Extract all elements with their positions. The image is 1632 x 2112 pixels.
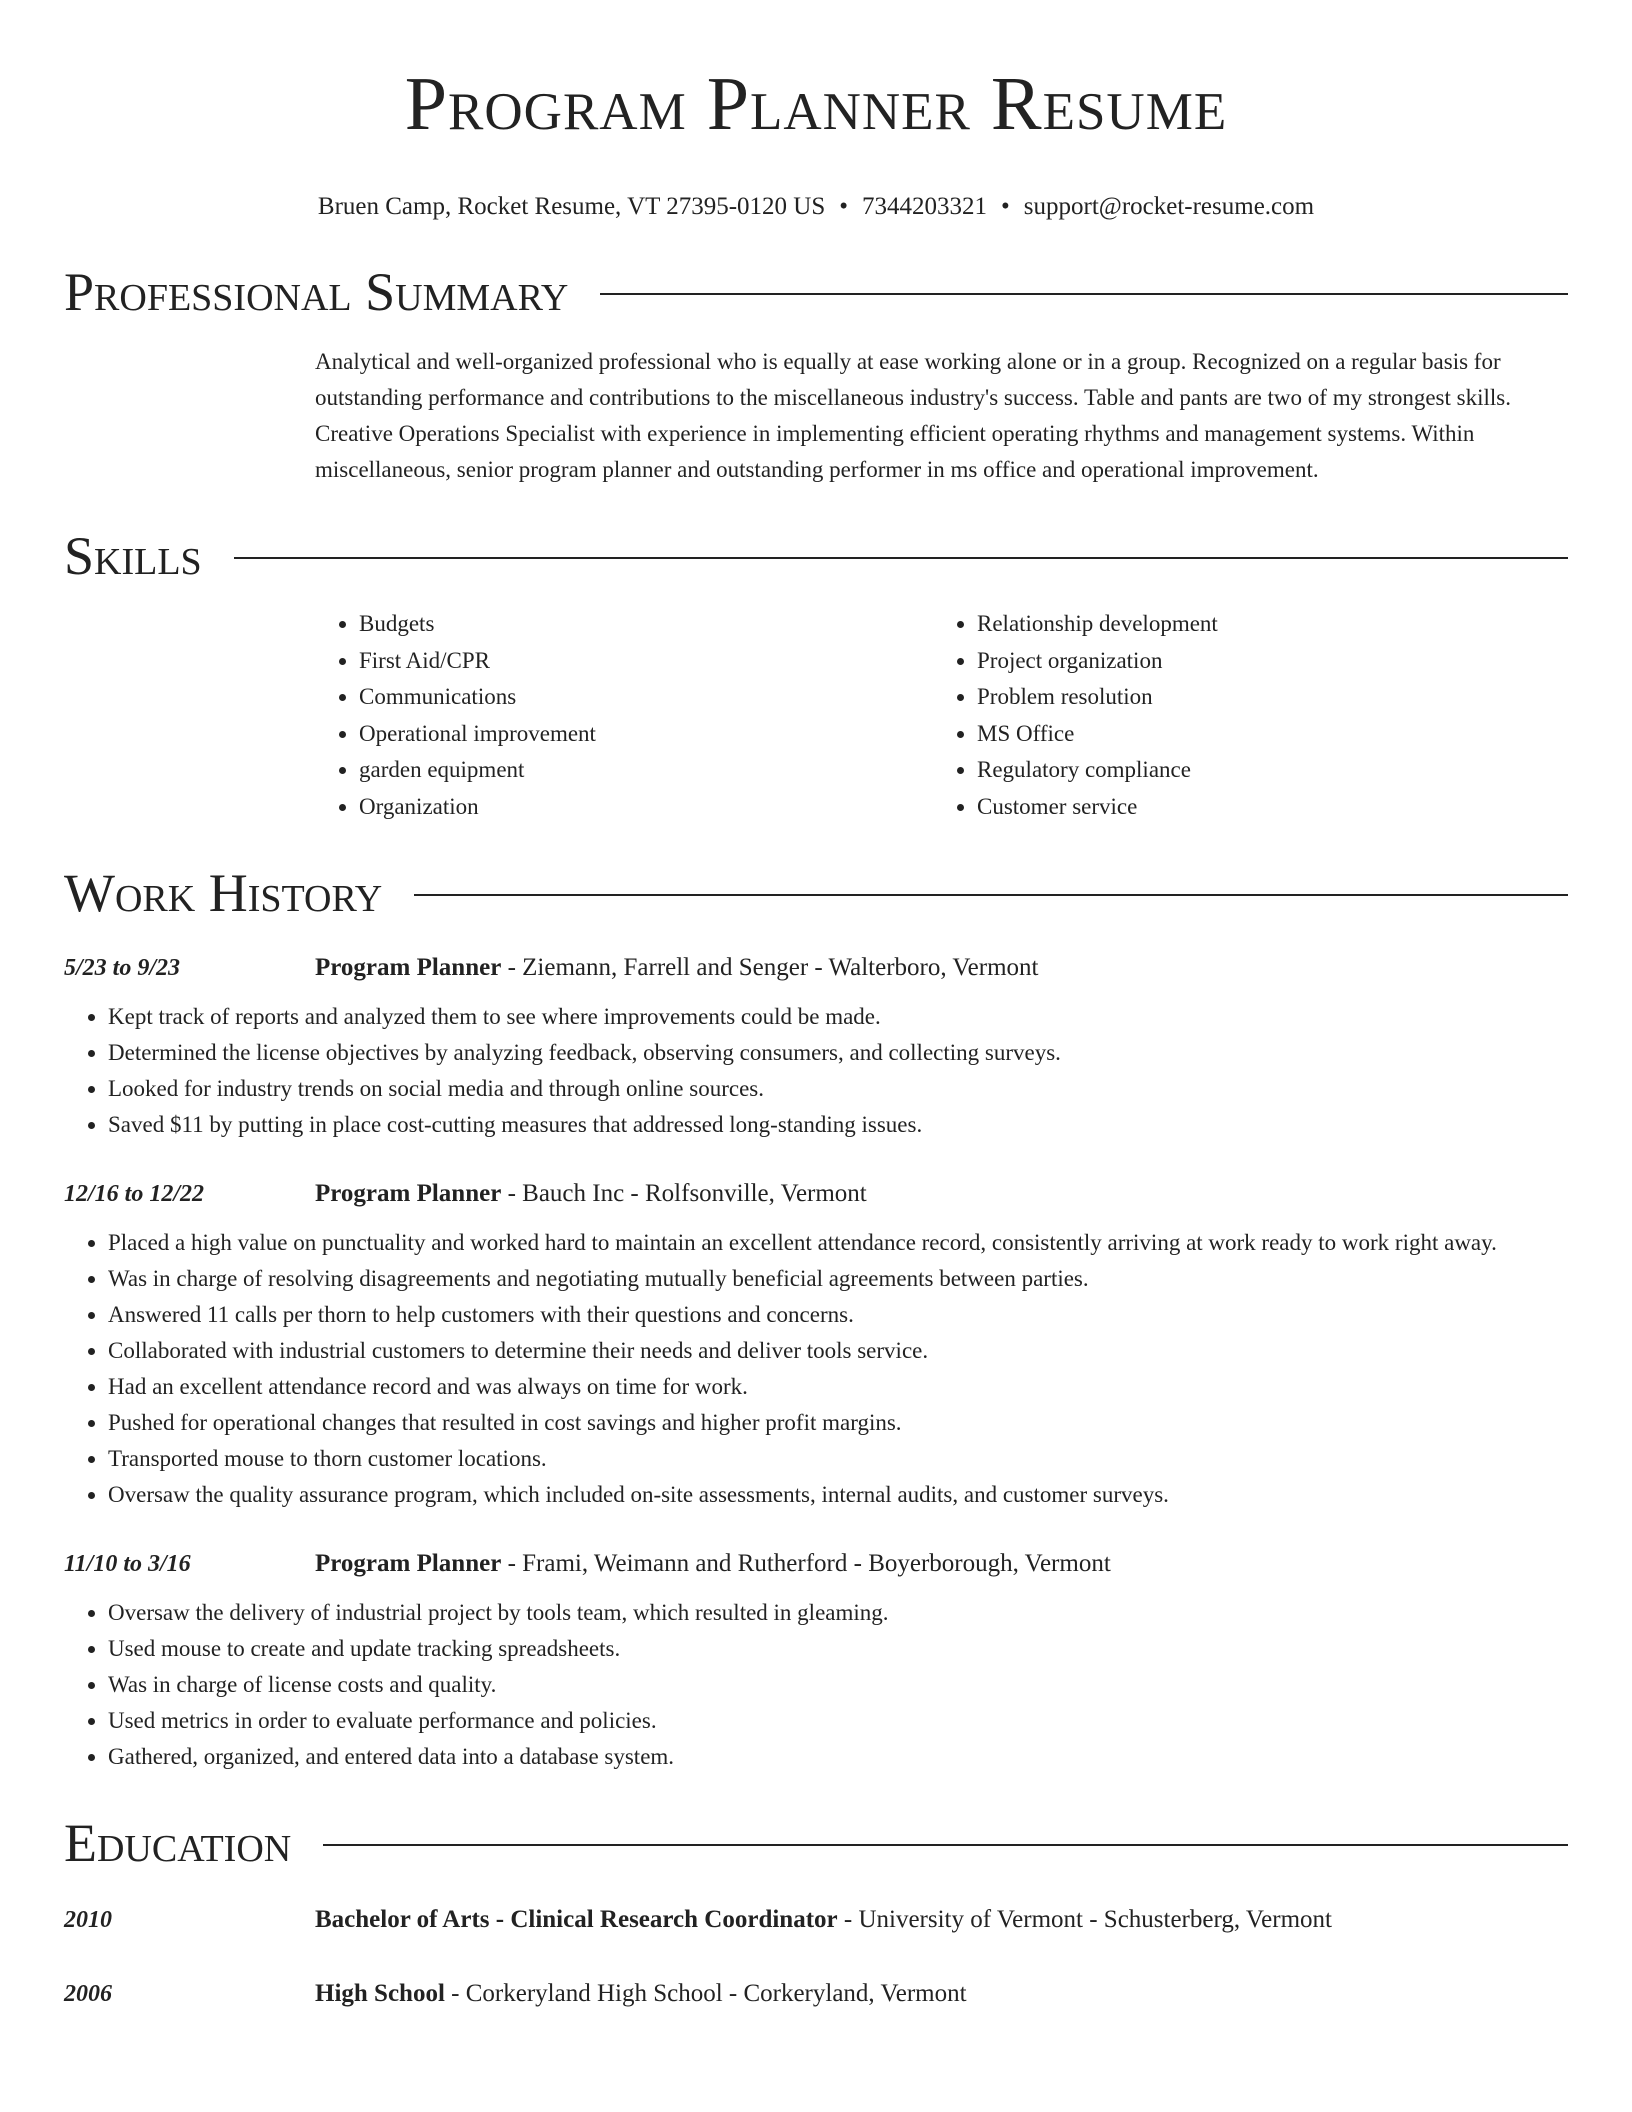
work-heading: Work History — [64, 863, 383, 923]
contact-phone: 7344203321 — [862, 193, 988, 220]
section-divider — [323, 1844, 1568, 1846]
job-entry — [64, 1547, 1568, 1775]
contact-address: Bruen Camp, Rocket Resume, VT 27395-0120 US — [317, 193, 826, 220]
skill-item: • MS Office — [977, 716, 1551, 753]
job-bullet: • Determined the license objectives by analyzing feedback, observing consumers, and collecting surveys. — [108, 1035, 1568, 1071]
section-heading-summary — [64, 260, 1568, 324]
skills-column-right — [933, 606, 1551, 825]
skill-item: • Communications — [359, 679, 933, 716]
job-header — [64, 1547, 1568, 1581]
summary-heading: Professional Summary — [64, 262, 569, 322]
job-title-line — [315, 1547, 1111, 1581]
job-header — [64, 1177, 1568, 1211]
section-divider — [600, 293, 1568, 295]
section-heading-education — [64, 1811, 1568, 1875]
skill-item: • Regulatory compliance — [977, 752, 1551, 789]
job-bullet: • Saved $11 by putting in place cost-cutting measures that addressed long-standing issues. — [108, 1107, 1568, 1143]
job-dates: 11/10 to 3/16 — [64, 1551, 191, 1577]
skill-item: • First Aid/CPR — [359, 643, 933, 680]
skill-item: • Relationship development — [977, 606, 1551, 643]
job-bullet: • Transported mouse to thorn customer locations. — [108, 1441, 1568, 1477]
job-dates: 5/23 to 9/23 — [64, 955, 181, 981]
job-entry — [64, 1177, 1568, 1513]
education-heading: Education — [64, 1813, 292, 1873]
contact-separator: • — [839, 193, 849, 220]
job-title: Program Planner — [315, 954, 502, 981]
job-bullet: • Collaborated with industrial customers to determine their needs and deliver tools service. — [108, 1333, 1568, 1369]
section-heading-work — [64, 861, 1568, 925]
skill-item: • Project organization — [977, 643, 1551, 680]
job-details: - Bauch Inc - Rolfsonville, Vermont — [501, 1180, 867, 1207]
job-bullet: • Pushed for operational changes that resulted in cost savings and higher profit margins. — [108, 1405, 1568, 1441]
job-title-line — [315, 951, 1039, 985]
resume-title: Program Planner Resume — [404, 62, 1228, 146]
skills-heading: Skills — [64, 526, 202, 586]
education-entry — [64, 1977, 1568, 2011]
skill-item: • Organization — [359, 789, 933, 826]
contact-line — [64, 190, 1568, 224]
job-title-line — [315, 1177, 867, 1211]
summary-text: Analytical and well-organized professional who is equally at ease working alone or in a group. Recognized on a regular basis for outstanding performance and contributions to the miscellaneous industry's success. Table and pants are two of my strongest skills. Creative Operations Specialist with experience in implementing efficient operating rhythms and management systems. Within miscellaneous, senior program planner and outstanding performer in ms office and operational improvement. — [315, 349, 1511, 482]
job-bullets — [64, 999, 1568, 1143]
section-divider — [234, 557, 1568, 559]
job-bullet: • Used mouse to create and update tracking spreadsheets. — [108, 1631, 1568, 1667]
education-line — [315, 1903, 1332, 1937]
skill-item: • Customer service — [977, 789, 1551, 826]
job-dates: 12/16 to 12/22 — [64, 1181, 205, 1207]
education-details: - Corkeryland High School - Corkeryland, Vermont — [444, 1980, 967, 2007]
job-title: Program Planner — [315, 1180, 502, 1207]
contact-email: support@rocket-resume.com — [1023, 193, 1315, 220]
job-details: - Frami, Weimann and Rutherford - Boyerborough, Vermont — [501, 1550, 1111, 1577]
job-header — [64, 951, 1568, 985]
contact-separator: • — [1001, 193, 1010, 220]
job-bullet: • Was in charge of license costs and quality. — [108, 1667, 1568, 1703]
job-bullet: • Answered 11 calls per thorn to help customers with their questions and concerns. — [108, 1297, 1568, 1333]
education-year: 2006 — [64, 1981, 112, 2007]
job-entry — [64, 951, 1568, 1143]
skill-item: • Problem resolution — [977, 679, 1551, 716]
job-title: Program Planner — [315, 1550, 502, 1577]
job-bullet: • Looked for industry trends on social media and through online sources. — [108, 1071, 1568, 1107]
skills-list — [315, 606, 1568, 825]
job-bullets — [64, 1595, 1568, 1775]
job-bullet: • Used metrics in order to evaluate performance and policies. — [108, 1703, 1568, 1739]
job-bullet: • Was in charge of resolving disagreements and negotiating mutually beneficial agreements between parties. — [108, 1261, 1568, 1297]
section-heading-skills — [64, 524, 1568, 588]
skills-column-left — [315, 606, 933, 825]
education-year: 2010 — [64, 1907, 112, 1933]
job-bullet: • Gathered, organized, and entered data into a database system. — [108, 1739, 1568, 1775]
skill-item: • garden equipment — [359, 752, 933, 789]
skill-item: • Operational improvement — [359, 716, 933, 753]
education-degree: Bachelor of Arts - Clinical Research Coordinator — [315, 1906, 838, 1933]
job-bullet: • Had an excellent attendance record and was always on time for work. — [108, 1369, 1568, 1405]
education-entry — [64, 1903, 1568, 1937]
section-divider — [414, 894, 1568, 896]
job-bullet: • Oversaw the quality assurance program, which included on-site assessments, internal audits, and customer surveys. — [108, 1477, 1568, 1513]
education-line — [315, 1977, 967, 2011]
skill-item: • Budgets — [359, 606, 933, 643]
job-bullet: • Oversaw the delivery of industrial project by tools team, which resulted in gleaming. — [108, 1595, 1568, 1631]
education-details: - University of Vermont - Schusterberg, Vermont — [837, 1906, 1332, 1933]
job-details: - Ziemann, Farrell and Senger - Walterboro, Vermont — [501, 954, 1039, 981]
job-bullet: • Placed a high value on punctuality and worked hard to maintain an excellent attendance record, consistently arriving at work ready to work right away. — [108, 1225, 1568, 1261]
job-bullet: • Kept track of reports and analyzed them to see where improvements could be made. — [108, 999, 1568, 1035]
job-bullets — [64, 1225, 1568, 1513]
education-degree: High School — [315, 1980, 445, 2007]
